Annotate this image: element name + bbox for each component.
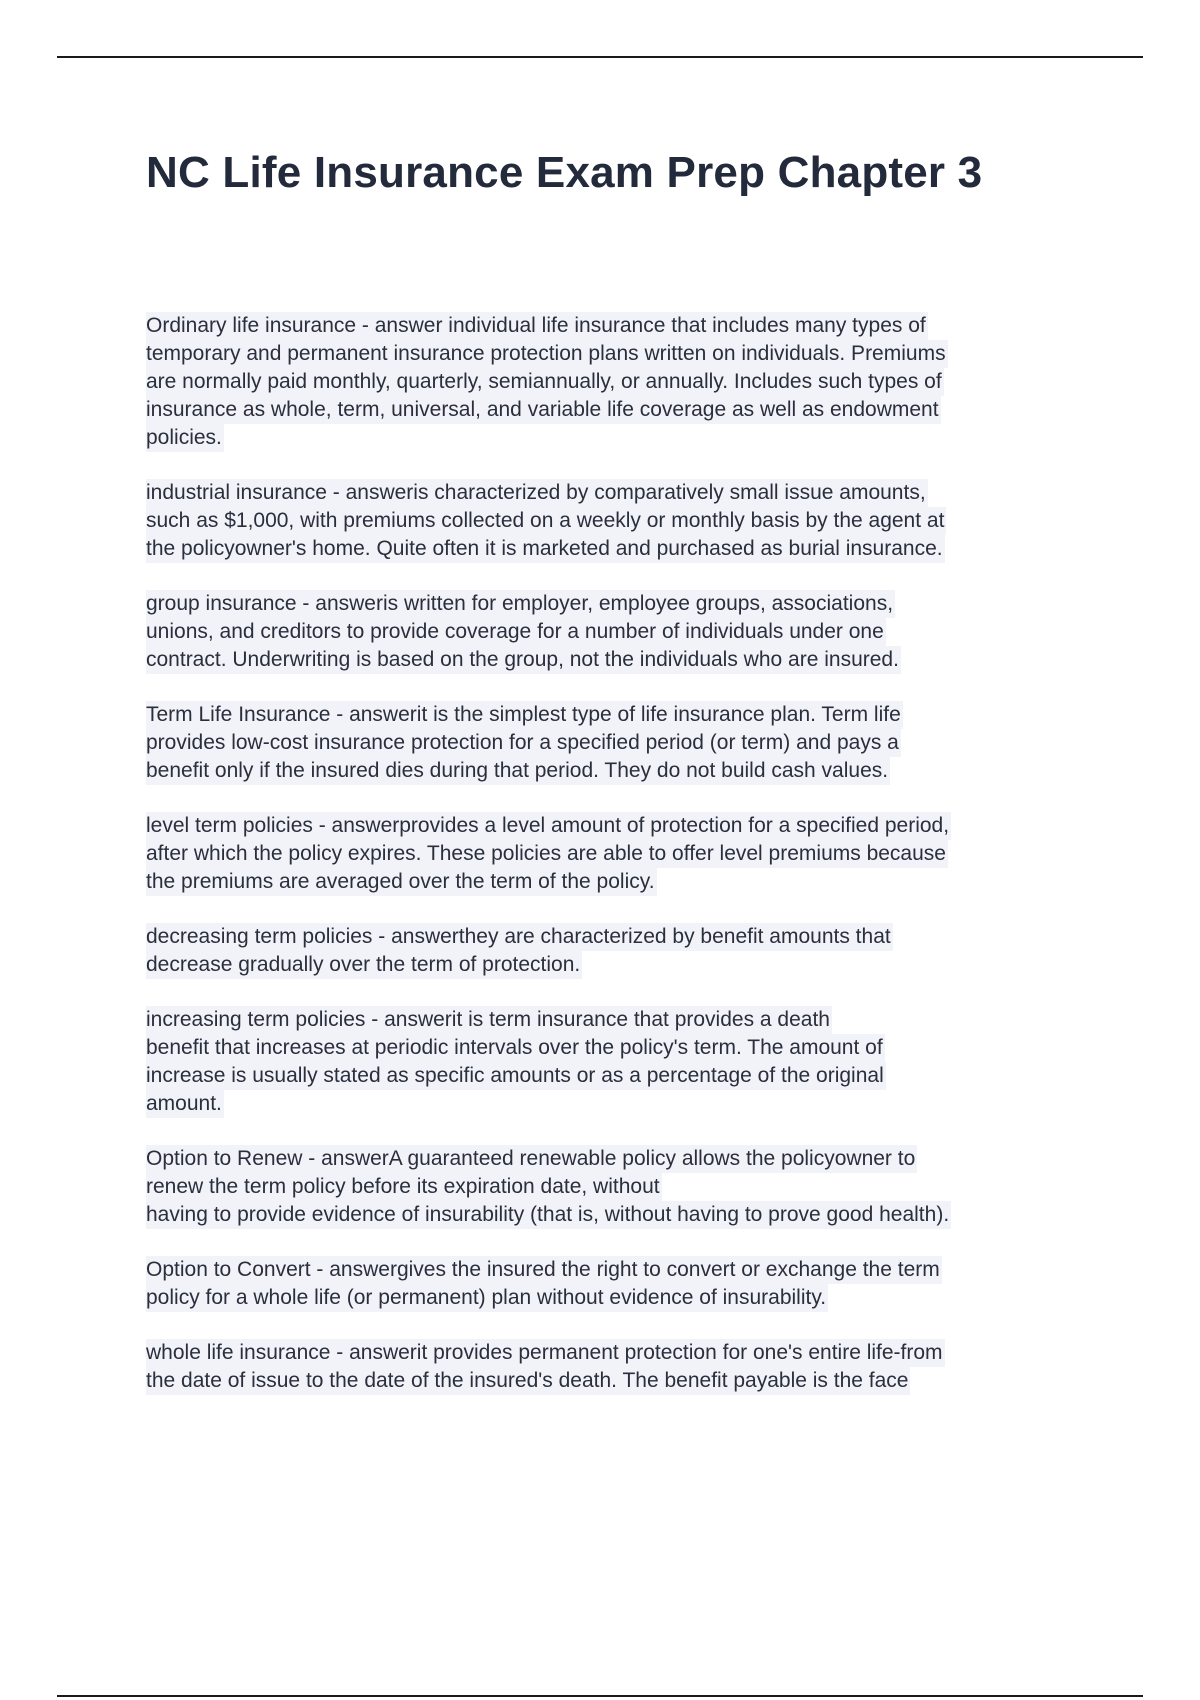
entry-line: amount. bbox=[146, 1090, 224, 1118]
entry-line: benefit that increases at periodic intervals over the policy's term. The amount of bbox=[146, 1034, 885, 1062]
entry-line: such as $1,000, with premiums collected on a weekly or monthly basis by the agent at bbox=[146, 507, 946, 535]
entry-line: industrial insurance - answeris characterized by comparatively small issue amounts, bbox=[146, 479, 928, 507]
entry-line: the premiums are averaged over the term of the policy. bbox=[146, 868, 657, 896]
entry-term-life-insurance bbox=[146, 701, 1076, 785]
entry-line: Option to Renew - answerA guaranteed renewable policy allows the policyowner to bbox=[146, 1145, 917, 1173]
entry-option-to-renew bbox=[146, 1145, 1076, 1229]
bottom-rule bbox=[57, 1695, 1143, 1697]
entry-line: increasing term policies - answerit is term insurance that provides a death bbox=[146, 1006, 832, 1034]
entry-line: after which the policy expires. These policies are able to offer level premiums because bbox=[146, 840, 948, 868]
entry-line: temporary and permanent insurance protection plans written on individuals. Premiums bbox=[146, 340, 948, 368]
entry-line: level term policies - answerprovides a level amount of protection for a specified period, bbox=[146, 812, 951, 840]
entry-line: having to provide evidence of insurability (that is, without having to prove good health). bbox=[146, 1201, 951, 1229]
entry-whole-life-insurance bbox=[146, 1339, 1076, 1395]
entry-line: Ordinary life insurance - answer individual life insurance that includes many types of bbox=[146, 312, 928, 340]
entry-line: contract. Underwriting is based on the group, not the individuals who are insured. bbox=[146, 646, 901, 674]
entry-line: the date of issue to the date of the insured's death. The benefit payable is the face bbox=[146, 1367, 910, 1395]
entry-line: policy for a whole life (or permanent) plan without evidence of insurability. bbox=[146, 1284, 828, 1312]
entry-line: renew the term policy before its expiration date, without bbox=[146, 1173, 662, 1201]
entry-line: group insurance - answeris written for employer, employee groups, associations, bbox=[146, 590, 895, 618]
entry-line: Term Life Insurance - answerit is the simplest type of life insurance plan. Term life bbox=[146, 701, 903, 729]
entry-level-term-policies bbox=[146, 812, 1076, 896]
entry-line: benefit only if the insured dies during that period. They do not build cash values. bbox=[146, 757, 890, 785]
entry-option-to-convert bbox=[146, 1256, 1076, 1312]
entry-line: whole life insurance - answerit provides permanent protection for one's entire life-from bbox=[146, 1339, 945, 1367]
entry-line: Option to Convert - answergives the insured the right to convert or exchange the term bbox=[146, 1256, 942, 1284]
entry-line: the policyowner's home. Quite often it is marketed and purchased as burial insurance. bbox=[146, 535, 945, 563]
entry-line: decreasing term policies - answerthey are characterized by benefit amounts that bbox=[146, 923, 893, 951]
flashcard-list bbox=[146, 312, 1076, 1422]
entry-line: insurance as whole, term, universal, and variable life coverage as well as endowment bbox=[146, 396, 941, 424]
entry-line: unions, and creditors to provide coverage for a number of individuals under one bbox=[146, 618, 886, 646]
entry-line: provides low-cost insurance protection for a specified period (or term) and pays a bbox=[146, 729, 901, 757]
entry-increasing-term-policies bbox=[146, 1006, 1076, 1118]
top-rule bbox=[57, 56, 1143, 58]
entry-industrial-insurance bbox=[146, 479, 1076, 563]
entry-ordinary-life-insurance bbox=[146, 312, 1076, 452]
entry-line: are normally paid monthly, quarterly, semiannually, or annually. Includes such types of bbox=[146, 368, 944, 396]
entry-line: decrease gradually over the term of protection. bbox=[146, 951, 582, 979]
page-title: NC Life Insurance Exam Prep Chapter 3 bbox=[146, 148, 983, 197]
entry-line: policies. bbox=[146, 424, 224, 452]
entry-decreasing-term-policies bbox=[146, 923, 1076, 979]
entry-line: increase is usually stated as specific amounts or as a percentage of the original bbox=[146, 1062, 886, 1090]
entry-group-insurance bbox=[146, 590, 1076, 674]
